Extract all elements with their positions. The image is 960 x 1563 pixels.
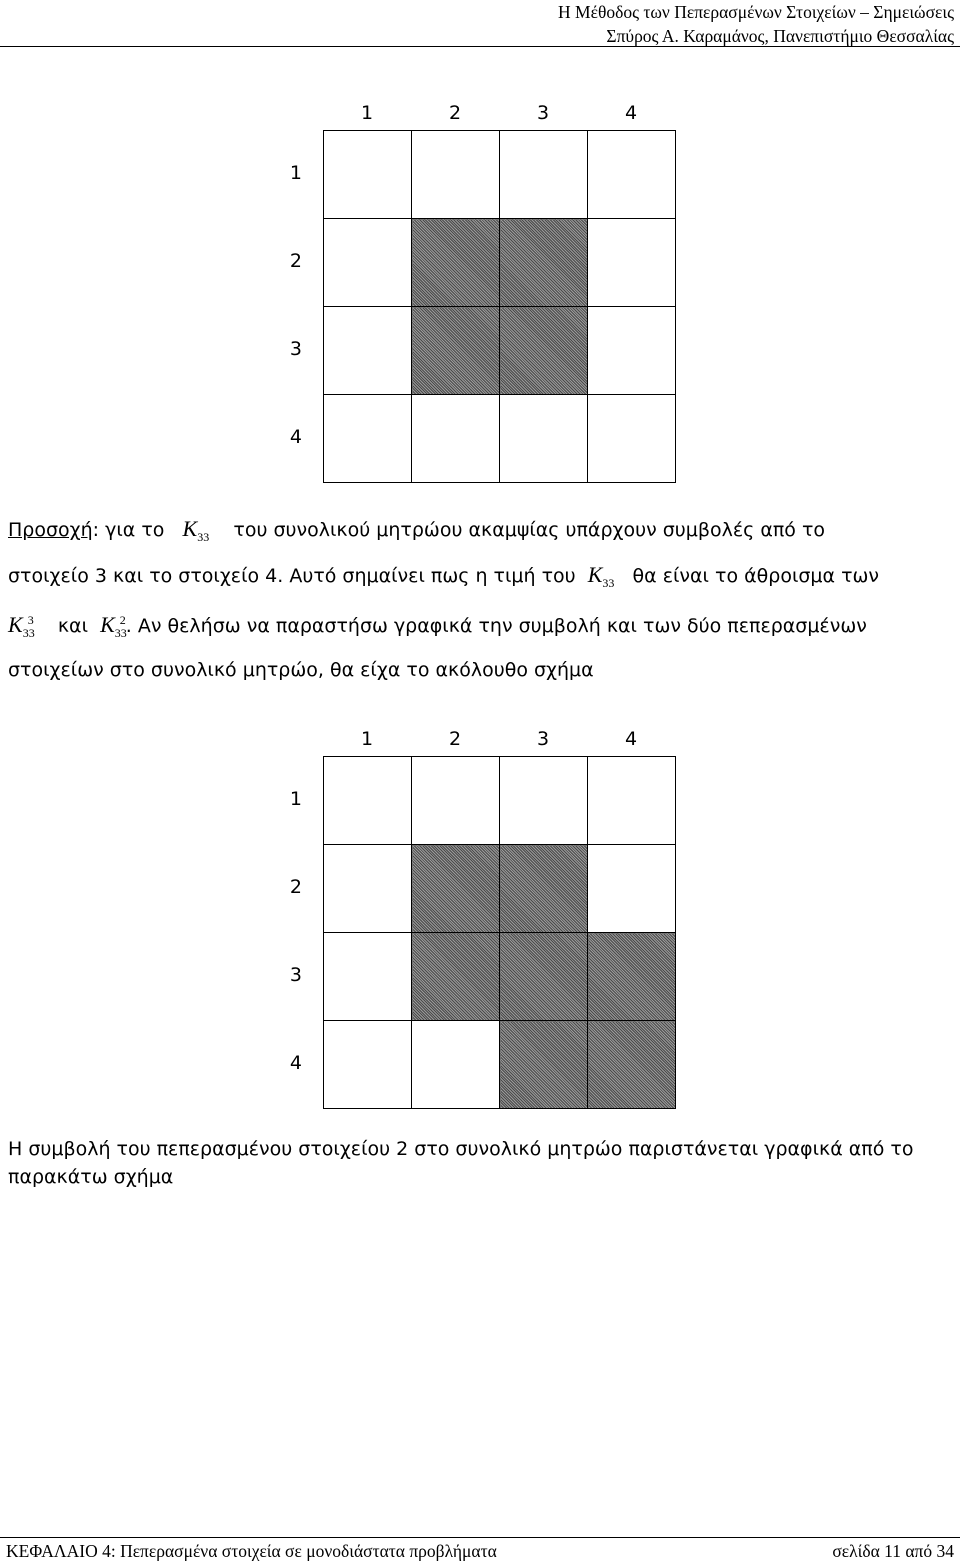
row-label: 2 (289, 250, 302, 272)
header-divider (0, 46, 960, 47)
matrix-cell-empty (324, 131, 412, 219)
matrix-row (324, 307, 676, 395)
paragraph-line-4: στοιχείων στο συνολικό μητρώο, θα είχα το ακόλουθο σχήμα (8, 659, 594, 681)
matrix-cell-empty (324, 933, 412, 1021)
matrix-row (324, 933, 676, 1021)
row-label: 3 (289, 338, 302, 360)
row-label: 1 (289, 788, 302, 810)
header-title: Η Μέθοδος των Πεπερασμένων Στοιχείων – Σημειώσεις (558, 2, 954, 22)
matrix-cell-empty (324, 395, 412, 483)
matrix-cell-empty (588, 307, 676, 395)
matrix-cell-empty (324, 307, 412, 395)
math-k33-element3: $K_{33}^3$ (8, 612, 35, 640)
note-paragraph (8, 510, 956, 689)
footer-divider (0, 1537, 960, 1538)
matrix-cell-empty (324, 757, 412, 845)
row-label: 1 (289, 162, 302, 184)
column-label: 1 (360, 102, 374, 124)
math-k33: $K_{33}$ (182, 516, 210, 544)
row-label: 4 (289, 1052, 302, 1074)
matrix-row (324, 1021, 676, 1109)
paragraph-line-3: $K_{33}^3$ και $K_{33}^2$. Αν θελήσω να παραστήσω γραφικά την συμβολή και των δύο πεπερασμένων (8, 612, 867, 640)
matrix-cell-empty (588, 757, 676, 845)
math-k33-element2: $K_{33}^2$ (100, 612, 127, 640)
matrix-cell-shaded (588, 1021, 676, 1109)
note-label: Προσοχή (8, 519, 93, 541)
matrix-cell-empty (324, 845, 412, 933)
column-label: 4 (624, 728, 638, 750)
matrix-row (324, 845, 676, 933)
matrix-cell-shaded (500, 1021, 588, 1109)
stiffness-matrix-diagram-1 (289, 98, 682, 498)
matrix-grid (323, 130, 676, 483)
row-label: 3 (289, 964, 302, 986)
matrix-cell-shaded (412, 307, 500, 395)
column-label: 3 (536, 102, 550, 124)
row-label: 2 (289, 876, 302, 898)
footer-page-number: σελίδα 11 από 34 (832, 1541, 954, 1561)
matrix-cell-empty (588, 131, 676, 219)
paragraph-line-2: στοιχείο 3 και το στοιχείο 4. Αυτό σημαίνει πως η τιμή του $K_{33}$ θα είναι το άθροισμα των (8, 562, 880, 590)
matrix-row (324, 395, 676, 483)
matrix-cell-shaded (500, 307, 588, 395)
matrix-cell-empty (412, 131, 500, 219)
matrix-cell-empty (500, 757, 588, 845)
matrix-cell-shaded (412, 933, 500, 1021)
matrix-cell-empty (412, 757, 500, 845)
page-header (4, 0, 954, 48)
matrix-grid (323, 756, 676, 1109)
matrix-cell-shaded (412, 845, 500, 933)
matrix-cell-empty (324, 219, 412, 307)
matrix-cell-shaded (500, 219, 588, 307)
column-label: 3 (536, 728, 550, 750)
matrix-row (324, 219, 676, 307)
column-label: 1 (360, 728, 374, 750)
header-author: Σπύρος Α. Καραμάνος, Πανεπιστήμιο Θεσσαλίας (606, 26, 954, 46)
matrix-cell-empty (324, 1021, 412, 1109)
matrix-cell-empty (500, 395, 588, 483)
matrix-cell-shaded (588, 933, 676, 1021)
matrix-cell-shaded (500, 845, 588, 933)
matrix-cell-empty (588, 845, 676, 933)
matrix-cell-empty (588, 219, 676, 307)
matrix-cell-shaded (500, 933, 588, 1021)
matrix-row (324, 131, 676, 219)
row-label: 4 (289, 426, 302, 448)
matrix-cell-empty (588, 395, 676, 483)
footer-chapter: ΚΕΦΑΛΑΙΟ 4: Πεπερασμένα στοιχεία σε μονοδιάστατα προβλήματα (6, 1541, 497, 1561)
stiffness-matrix-diagram-2 (289, 724, 682, 1124)
paragraph-line-1: Προσοχή: για το $K_{33}$ του συνολικού μητρώου ακαμψίας υπάρχουν συμβολές από το (8, 516, 826, 544)
matrix-cell-empty (500, 131, 588, 219)
matrix-row (324, 757, 676, 845)
column-label: 4 (624, 102, 638, 124)
column-label: 2 (448, 102, 462, 124)
paragraph-element2: Η συμβολή του πεπερασμένου στοιχείου 2 στο συνολικό μητρώο παριστάνεται γραφικά από το παρακάτω σχήμα (8, 1138, 914, 1188)
matrix-cell-empty (412, 1021, 500, 1109)
matrix-cell-empty (412, 395, 500, 483)
math-k33: $K_{33}$ (587, 562, 615, 590)
matrix-cell-shaded (412, 219, 500, 307)
column-label: 2 (448, 728, 462, 750)
